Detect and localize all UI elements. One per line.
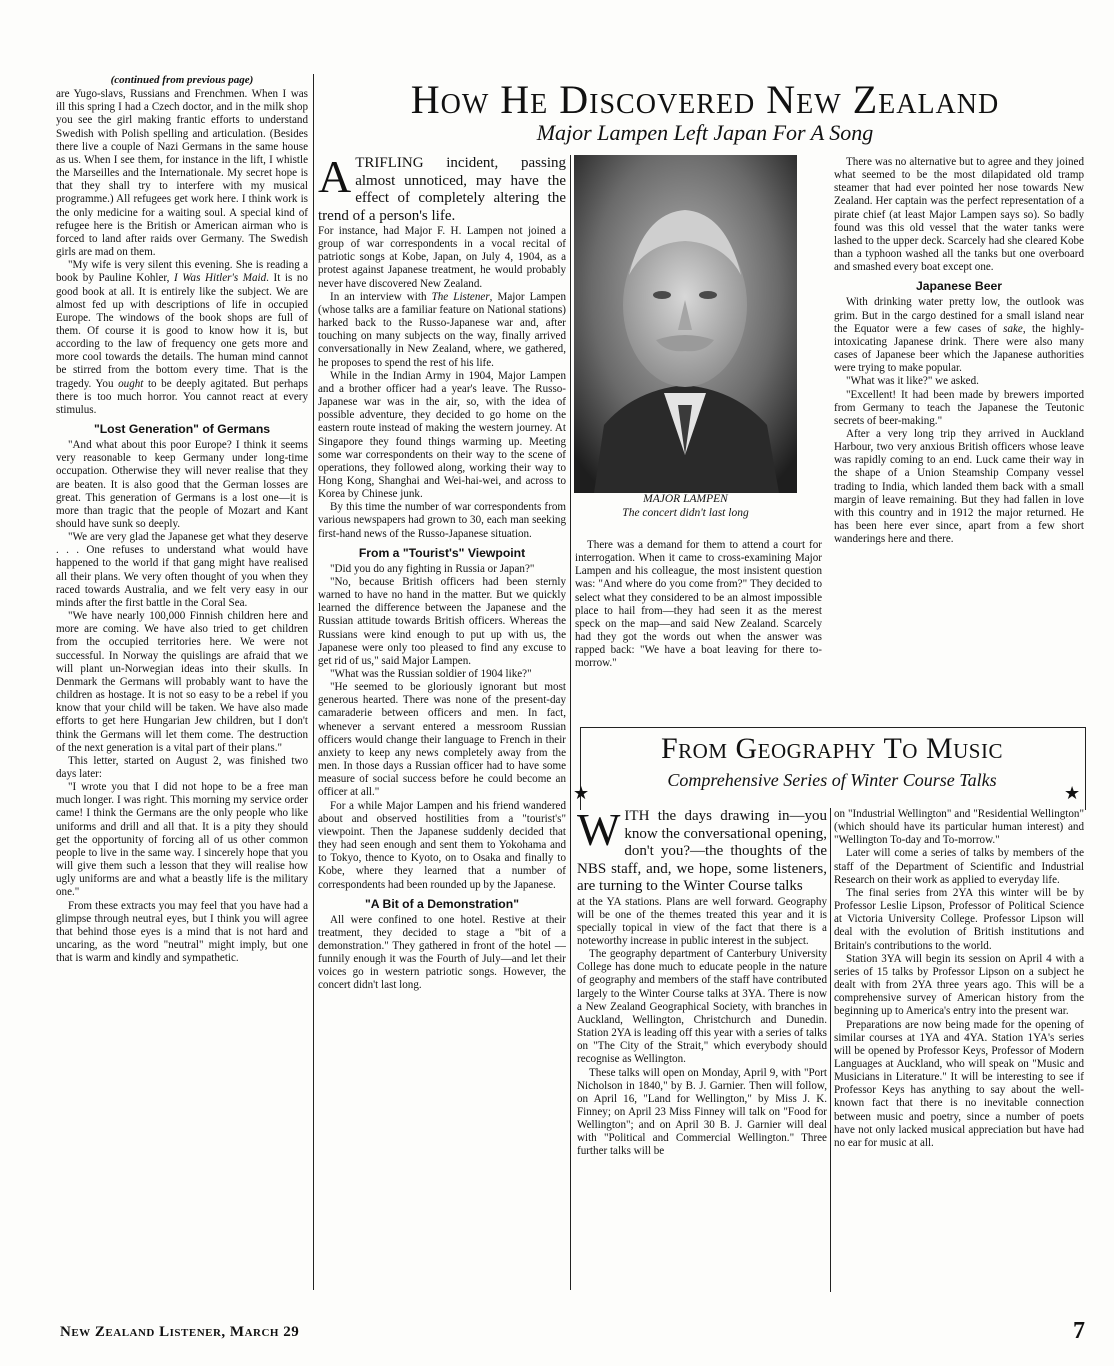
portrait-photo-image (574, 155, 797, 493)
paragraph: "My wife is very silent this evening. She is reading a book by Pauline Kohler, I Was Hitler's Maid. It is no good book at all. It is entirely like the subject. We are almost fed up with descriptions of life in occupied Europe. The windows of the book shops are full of them. Of course it is good to know how it is, but according to the law of frequency one gets more and more cool towards the details. The human mind cannot be stirred from the bottom every time. That is the tragedy. You ought to be deeply agitated. But perhaps there is too much horror. You cannot react at every stimulus. (56, 259, 308, 416)
paragraph: are Yugo-slavs, Russians and Frenchmen. When I was ill this spring I had a Czech doctor, and in the milk shop you see the girl making frantic efforts to understand Swedish with Polish spelling and articulation. (Besides there live a couple of Nazi Germans in the same house as us. When I see them, for instance in the lift, I whistle the Marseilles and the Internationale. My secret hope is that they shall try to interfere with my musical programme.) All refugees get work here. I think work is the only medicine for a waiting soul. A special kind of refugee here is the British or American airman who is forced to land after raids over Germany. The Swedish girls are mad on them. (56, 88, 308, 259)
paragraph: For instance, had Major F. H. Lampen not joined a group of war correspondents in a vocal recital of patriotic songs at Kobe, Japan, on July 4, 1904, as a protest against Japanese treatment, he would probably never have discovered New Zealand. (318, 225, 566, 290)
section-heading: Japanese Beer (915, 279, 1003, 294)
section-heading: From a "Tourist's" Viewpoint (358, 545, 526, 560)
paragraph: By this time the number of war correspondents from various newspapers had grown to 30, each man seeking first-hand news of the Russo-Japanese situation. (318, 501, 566, 540)
caption-text: The concert didn't last long (622, 507, 749, 519)
left-column (56, 74, 308, 1286)
paragraph: "Did you do any fighting in Russia or Japan?" (330, 562, 535, 575)
paragraph: This letter, started on August 2, was finished two days later: (56, 754, 308, 780)
paragraph: "What was the Russian soldier of 1904 like?" (330, 668, 532, 680)
paragraph: "Excellent! It had been made by brewers imported from Germany to teach the Japanese the Teutonic secrets of beer-making." (834, 388, 1084, 427)
paragraph: There was no alternative but to agree and they joined what seemed to be the most dilapidated old tramp steamer that had ever pointed her nose towards New Zealand. Her captain was the perfect representation of a pirate chief (at least Major Lampen says so). So badly found was this old vessel that the water tanks were lashed to the upper deck. Scarcely had she cleared Kobe than a typhoon washed all the tanks but one overboard and smashed every boat except one. (834, 156, 1084, 274)
paragraph: at the YA stations. Plans are well forward. Geography will be one of the themes treated this year and it is specially topical in view of the fact that there is a noteworthy increase in public interest in the subject. (577, 895, 827, 947)
paragraph: The final series from 2YA this winter will be by Professor Leslie Lipson, Professor of Political Science at Victoria University College. Professor Lipson will deal with the evolution of British institutions and Britain's contributions to the world. (834, 886, 1084, 952)
paragraph: on "Industrial Wellington" and "Residential Wellington" (which should have its particular human interest) and "Wellington To-day and To-morrow." (834, 808, 1084, 847)
paragraph: After a very long trip they arrived in Auckland Harbour, two very anxious British officers whose leave was rapidly coming to an end. Luck came their way in the shape of a Union Steamship Company vessel trading to India, which landed them back with a small margin of leave remaining. But they had fallen in love with this country and in 1912 the major returned. He has been here ever since, apart from a few short wanderings here and there. (834, 427, 1084, 546)
paragraph: Preparations are now being made for the opening of similar courses at 1YA and 4YA. Station 1YA's series will be opened by Professor Keys, Professor of Modern Languages at Auckland, who will speak on "Music and Musicians in Literature." It will be interesting to see if Professor Keys has anything to say about the well-known fact that there is no inevitable connection between music and poetry, since a number of poets have not only lacked musical appreciation but have had no ear for music at all. (834, 1018, 1084, 1149)
continued-note: (continued from previous page) (110, 74, 254, 86)
section-heading: "A Bit of a Demonstration" (365, 896, 519, 911)
article-column-4 (834, 156, 1084, 716)
lead-paragraph: WITH the days drawing in—you know the conversational opening, don't you?—the thoughts of the NBS staff, and, we hope, some listeners, are turning to the Winter Course talks (577, 808, 827, 894)
article-column-2 (318, 155, 566, 1290)
photo-caption (574, 492, 797, 520)
drop-cap: A (318, 155, 352, 202)
paragraph: From these extracts you may feel that you have had a glimpse through neutral eyes, but I think you will agree that behind those eyes is a mind that is not hard and uncaring, as the word "neutral" might imply, but one that is warm and kindly and sympathetic. (56, 899, 308, 965)
article-title: How He Discovered New Zealand (410, 77, 1000, 122)
paragraph: The geography department of Canterbury University College has done much to educate people in the nature of geography and members of the staff have contributed largely to the Winter Course talks at 3YA. There is now a New Zealand Geographical Society, with branches in Auckland, Wellington, Christchurch and Dunedin. Station 2YA is leading off this year with a series of talks on "The City of the Strait," which everybody should recognise as Wellington. (577, 948, 827, 1066)
portrait-photo (574, 155, 797, 493)
caption-name: MAJOR LAMPEN (643, 493, 728, 505)
box-article-title: From Geography To Music (660, 732, 1003, 765)
paragraph: "He seemed to be gloriously ignorant but most generous hearted. There was none of the present-day camaraderie between officers and men. In fact, whenever a servant entered a messroom Russian officers would change their language to French in their anxiety to keep any news completely away from the men. In those days a Russian officer had to have some measure of social success before he could become an officer at all." (318, 681, 566, 799)
paragraph: "We are very glad the Japanese get what they deserve . . . One refuses to understand what would have happened to the world if that gang might have realised all their plans. We very often thought of you when they raced towards Australia, and we felt very easy in our minds after the first battle in the Coral Sea. (56, 531, 308, 609)
box-column-1 (577, 808, 827, 1292)
box-column-2 (834, 808, 1084, 1292)
paragraph: Station 3YA will begin its session on April 4 with a series of 15 talks by Professor Lipson on a subject he dealt with from 2YA three years ago. This will be a comprehensive survey of American history from the beginning up to America's entry into the present war. (834, 952, 1084, 1018)
column-divider (570, 155, 571, 1290)
paragraph: These talks will open on Monday, April 9, with "Port Nicholson in 1840," by B. J. Garnier. Then will follow, on April 16, "Land for Wellington," by Miss J. K. Finney; on April 23 Miss Finney will talk on "Food for Wellington"; and on April 30 B. J. Garnier will deal with "Political and Commercial Wellington." Three further talks will be (577, 1066, 827, 1158)
article-subtitle: Major Lampen Left Japan For A Song (536, 120, 874, 145)
section-heading: "Lost Generation" of Germans (93, 422, 271, 437)
paragraph: While in the Indian Army in 1904, Major Lampen and a brother officer had a year's leave. The Russo-Japanese war was in the air, so, with the idea of possible adventure, they decided to go home on the eastern route instead of making the western journey. At Singapore they found things warming up. Meeting some war correspondents on their way to the scene of operations, they followed along, working their way to Hong Kong, Shanghai and Wei-hai-wei, and across to Korea by Chinese junk. (318, 369, 566, 501)
star-icon: ★ (573, 783, 590, 803)
publication-footer: New Zealand Listener, March 29 (60, 1324, 300, 1340)
paragraph: All were confined to one hotel. Restive at their treatment, they decided to stage a "bit of a demonstration." They gathered in front of the hotel — funnily enough it was the Fourth of July—and let their voices go in western patriotic songs. However, the concert didn't last long. (318, 913, 566, 992)
paragraph: With drinking water pretty low, the outlook was grim. But in the cargo destined for a small island near the Equator were a few cases of sake, the highly-intoxicating Japanese drink. There were also many cases of Japanese beer which the Japanese authorities were trying to make popular. (834, 296, 1084, 375)
paragraph: Later will come a series of talks by members of the staff of the Department of Scientific and Industrial Research on their work as applied to everyday life. (834, 847, 1084, 886)
lead-paragraph: ATRIFLING incident, passing almost unnoticed, may have the effect of completely altering the trend of a person's life. (318, 155, 566, 224)
paragraph: "I wrote you that I did not hope to be a free man much longer. I was right. This morning my service order came! I think the Germans are the only people who like uniforms and drill and all that. It is a pity they should get the opportunity of forcing all of us other common people to live in the same way. I sincerely hope that you will give them such a lesson that they will realise how ugly uniforms are and what a beastly life is the military one." (56, 781, 308, 899)
paragraph: In an interview with The Listener, Major Lampen (whose talks are a familiar feature on National stations) harked back to the Russo-Japanese war and, after touching on many subjects on the way, finally arrived conversationally in New Zealand, where, we gathered, he proposes to spend the rest of his life. (318, 290, 566, 369)
paragraph: "We have nearly 100,000 Finnish children here and more are coming. We have also tried to get children from the occupied territories here. We were not successful. In Norway the quislings are afraid that we will plant un-Norwegian ideas into their skulls. In Denmark the Germans will probably want to have the children as hostage. It is not so easy to be a rebel if you know that your child will be taken. We have also made efforts to get here Hungarian Jew children, but I don't think the Germans will let them come. The destruction of the next generation is a vital part of their plans." (56, 610, 308, 754)
column-divider (313, 74, 314, 1290)
column-divider (830, 808, 831, 1292)
paragraph: For a while Major Lampen and his friend wandered about and observed hostilities from a "tourist's" viewpoint. Then the Japanese suddenly decided that they had seen enough and sent them to Yokohama and to Tokyo, thence to Kyoto, on to Osaka and finally to Kobe, where they learned that a number of correspondents had been rounded up by the Japanese. (318, 799, 566, 891)
paragraph: "And what about this poor Europe? I think it seems very reasonable to keep Germany under long-time occupation. Otherwise they will never realise that they are beaten. It is also good that the German losses are great. This generation of Germans is a lost one—it is more than tragic that the people of Mozart and Kant should have sunk so deeply. (56, 439, 308, 530)
paragraph: There was a demand for them to attend a court for interrogation. When it came to cross-examining Major Lampen and his colleague, the most insistent question was: "And where do you come from?" They decided to select what they considered to be an almost impossible place to hail from—they had seen it as the merest speck on the map—and said New Zealand. Scarcely had they got the words out when the answer was rapped back: "We have a boat leaving for there to-morrow." (575, 539, 822, 670)
star-icon: ★ (1064, 783, 1081, 803)
paragraph: "What was it like?" we asked. (846, 375, 979, 388)
drop-cap: W (577, 808, 621, 855)
article-column-3 (575, 539, 822, 719)
box-article-subtitle: Comprehensive Series of Winter Course Talks (667, 770, 997, 790)
paragraph: "No, because British officers had been sternly warned to have no hand in the matter. But we quickly learned the difference between the Japanese and the Russian attitude towards British officers. Whereas the Russians were kind enough to put up with us, the Japanese were only too pleased to find any excuse to get rid of us," said Major Lampen. (318, 575, 566, 667)
page-number: 7 (1073, 1318, 1085, 1344)
